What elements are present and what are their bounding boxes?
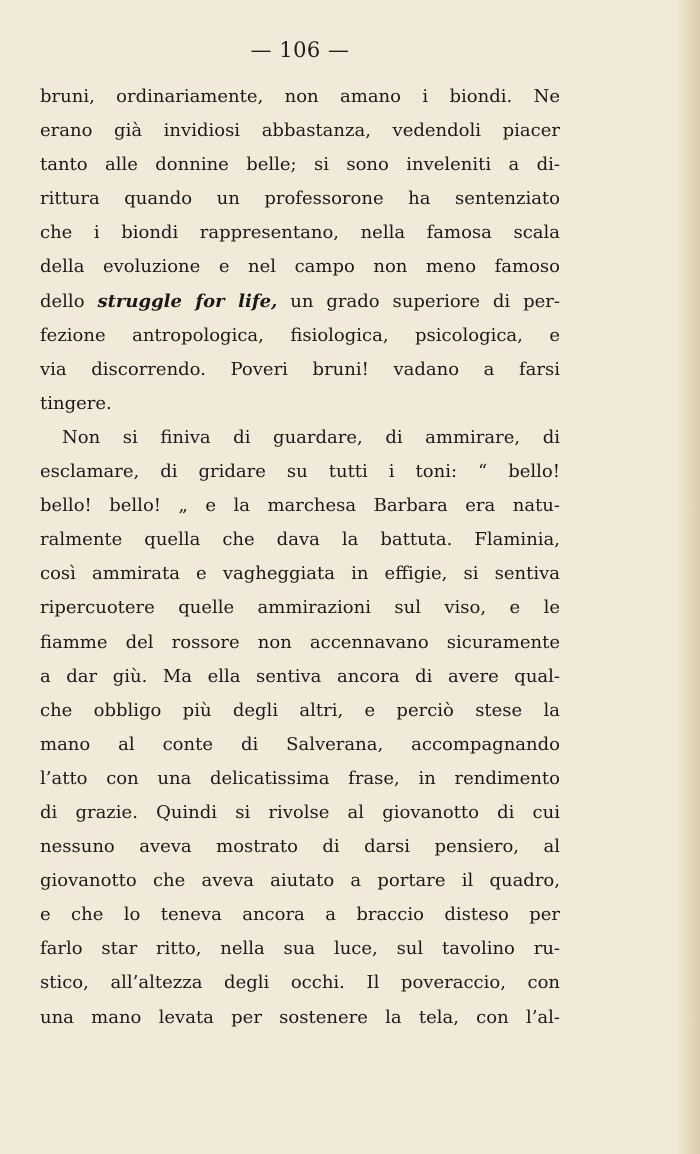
text-line: rittura quando un professorone ha sentenziato [40, 188, 560, 210]
body-text [40, 80, 560, 1035]
text-line: esclamare, di gridare su tutti i toni: “ bello! [40, 461, 560, 483]
text-line: nessuno aveva mostrato di darsi pensiero, al [40, 836, 560, 858]
text-line: stico, all’altezza degli occhi. Il poveraccio, con [40, 972, 560, 994]
text-line: fiamme del rossore non accennavano sicuramente [40, 631, 560, 653]
text-line: che obbligo più degli altri, e perciò stese la [40, 699, 560, 721]
text-line: farlo star ritto, nella sua luce, sul tavolino ru- [40, 938, 560, 960]
page-number: — 106 — [250, 38, 350, 62]
text-line: tingere. [40, 392, 112, 414]
text-line: mano al conte di Salverana, accompagnando [40, 733, 560, 755]
text-line: fezione antropologica, fisiologica, psicologica, e [40, 324, 560, 346]
text-segment: un grado superiore di per- [277, 290, 560, 312]
text-line: bruni, ordinariamente, non amano i biondi. Ne [40, 86, 560, 107]
text-line: e che lo teneva ancora a braccio disteso per [40, 904, 560, 926]
text-line: a dar giù. Ma ella sentiva ancora di avere qual- [40, 665, 560, 687]
text-line: di grazie. Quindi si rivolse al giovanotto di cui [40, 801, 560, 823]
text-line: tanto alle donnine belle; si sono inveleniti a di- [40, 154, 560, 176]
text-line: una mano levata per sostenere la tela, con l’al- [40, 1006, 560, 1028]
text-line: che i biondi rappresentano, nella famosa scala [40, 222, 560, 244]
emphasized-phrase: struggle for life, [97, 290, 278, 312]
text-line: bello! bello! „ e la marchesa Barbara era natu- [40, 495, 560, 517]
text-line: l’atto con una delicatissima frase, in rendimento [40, 767, 560, 789]
text-line: giovanotto che aveva aiutato a portare il quadro, [40, 870, 560, 892]
text-line: ralmente quella che dava la battuta. Flaminia, [40, 529, 560, 551]
page-edge-shadow [678, 0, 700, 1154]
text-segment: dello [40, 290, 98, 312]
text-line: ripercuotere quelle ammirazioni sul viso, e le [40, 597, 560, 619]
text-line: erano già invidiosi abbastanza, vedendoli piacer [40, 120, 560, 142]
text-line: così ammirata e vagheggiata in effigie, si sentiva [40, 563, 560, 585]
text-line: via discorrendo. Poveri bruni! vadano a farsi [40, 358, 560, 380]
text-line [40, 285, 560, 319]
text-line: della evoluzione e nel campo non meno famoso [40, 256, 560, 278]
paragraph-first-line: Non si finiva di guardare, di ammirare, di [62, 426, 560, 448]
